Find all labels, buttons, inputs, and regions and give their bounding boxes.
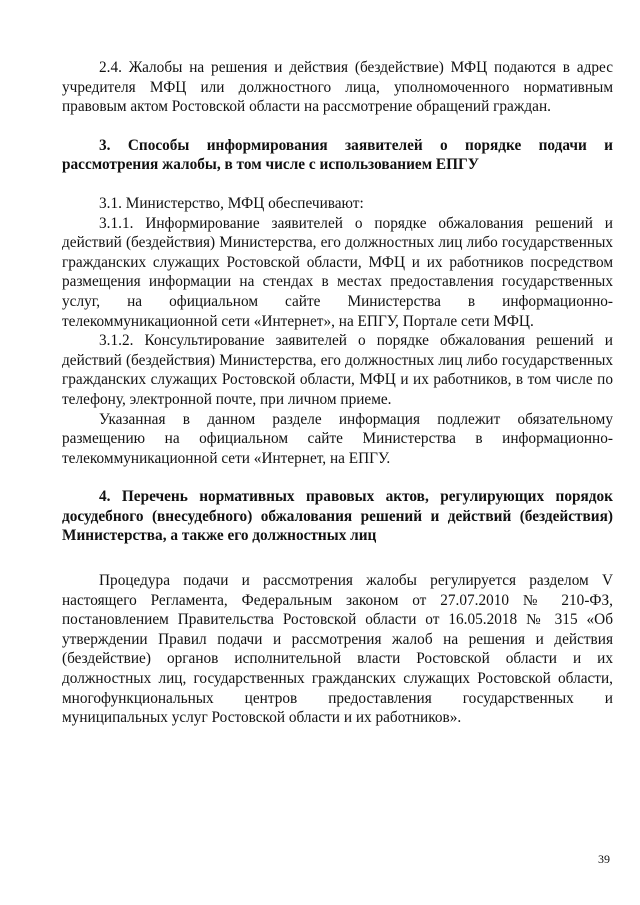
document-page	[62, 58, 613, 728]
section-3-heading: 3. Способы информирования заявителей о порядке подачи и рассмотрения жалобы, в том числе с использованием ЕПГУ	[62, 136, 613, 174]
section-4-heading: 4. Перечень нормативных правовых актов, регулирующих порядок досудебного (внесудебного) обжалования решений и действий (бездействия) Министерства, а также его должностных лиц	[62, 488, 613, 545]
paragraph-3-1-1: 3.1.1. Информирование заявителей о порядке обжалования решений и действий (бездействия) Министерства, его должностных лиц либо государственных гражданских служащих Ростовской области, МФЦ и их работников посредством размещения информации на стендах в местах предоставления государственных услуг, на официальном сайте Министерства в информационно-телекоммуникационной сети «Интернет», на ЕПГУ, Портале сети МФЦ.	[62, 214, 613, 330]
paragraph-info-placement: Указанная в данном разделе информация подлежит обязательному размещению на официальном сайте Министерства в информационно-телекоммуникационной сети «Интернет, на ЕПГУ.	[62, 410, 613, 467]
page-number: 39	[598, 852, 610, 866]
paragraph-procedure: Процедура подачи и рассмотрения жалобы регулируется разделом V настоящего Регламента, Федеральным законом от 27.07.2010 № 210-ФЗ, постановлением Правительства Ростовской области от 16.05.2018 № 315 «Об утверждении Правил подачи и рассмотрения жалоб на решения и действия (бездействие) органов исполнительной власти Ростовской области и их должностных лиц, государственных гражданских служащих Ростовской области, многофункциональных центров предоставления государственных и муниципальных услуг Ростовской области и их работников».	[62, 572, 613, 727]
paragraph-3-1: 3.1. Министерство, МФЦ обеспечивают:	[99, 194, 364, 212]
paragraph-3-1-2: 3.1.2. Консультирование заявителей о порядке обжалования решений и действий (бездействия) Министерства, его должностных лиц либо государственных гражданских служащих Ростовской области, МФЦ и их работников, в том числе по телефону, электронной почте, при личном приеме.	[62, 332, 613, 408]
paragraph-2-4: 2.4. Жалобы на решения и действия (бездействие) МФЦ подаются в адрес учредителя МФЦ или должностного лица, уполномоченного нормативным правовым актом Ростовской области на рассмотрение обращений граждан.	[62, 59, 613, 116]
